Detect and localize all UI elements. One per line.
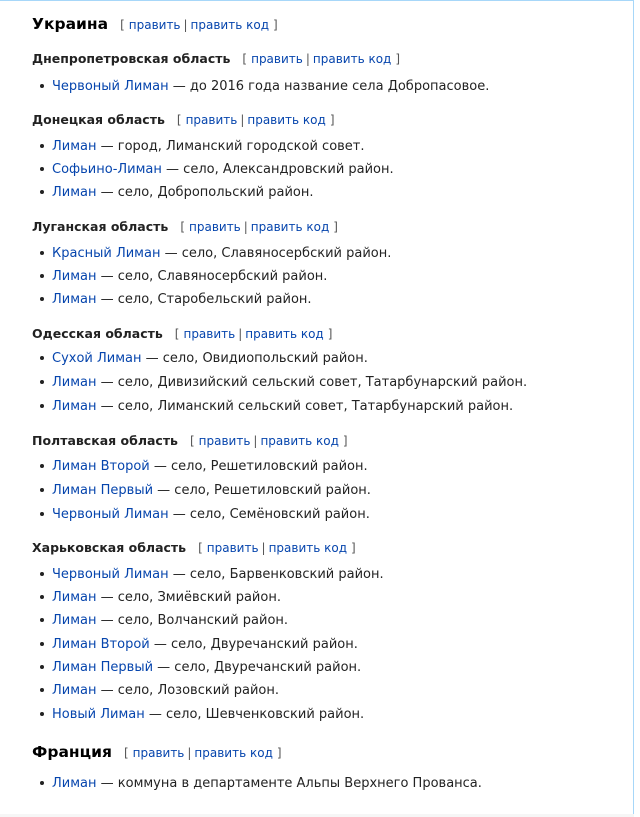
edit-link[interactable]: править — [183, 327, 236, 341]
bullet-icon — [40, 404, 44, 408]
edit-bracket-close: ] — [342, 434, 348, 448]
edit-separator: | — [187, 746, 192, 760]
place-link[interactable]: Червоный Лиман — [52, 79, 169, 94]
place-link[interactable]: Лиман Первый — [52, 660, 154, 675]
list-item — [40, 161, 394, 179]
edit-bracket-open: [ — [180, 220, 185, 234]
edit-bracket-open: [ — [176, 113, 182, 127]
edit-source-link[interactable]: править код — [194, 746, 273, 760]
section-heading — [32, 14, 278, 35]
place-description: — село, Барвенковский район. — [168, 567, 384, 582]
bullet-icon — [40, 512, 44, 516]
bullet-icon — [40, 618, 44, 622]
edit-bracket-open: [ — [123, 746, 129, 760]
list-item — [40, 268, 327, 286]
list-item — [40, 659, 361, 677]
bullet-icon — [40, 642, 44, 646]
list-item — [40, 775, 482, 793]
edit-separator: | — [261, 541, 266, 555]
place-description: — село, Александровский район. — [161, 162, 394, 177]
edit-source-link[interactable]: править код — [250, 220, 330, 234]
place-description: — до 2016 года название села Добропасовое. — [168, 79, 490, 94]
place-description: — село, Славяносербский район. — [96, 269, 328, 284]
subsection-heading — [32, 218, 338, 236]
place-description: — село, Лиманский сельский совет, Татарбунарский район. — [96, 399, 514, 414]
edit-bracket-close: ] — [276, 746, 282, 760]
place-link[interactable]: Софьино-Лиман — [52, 162, 162, 177]
place-link[interactable]: Лиман — [52, 683, 97, 698]
list-item — [40, 184, 313, 202]
place-description: — село, Двуречанский район. — [149, 637, 358, 652]
edit-bracket-open: [ — [120, 18, 125, 32]
place-description: — город, Лиманский городской совет. — [96, 139, 365, 154]
place-link[interactable]: Червоный Лиман — [52, 507, 169, 522]
list-item — [40, 682, 279, 700]
edit-section-links — [177, 113, 335, 127]
place-link[interactable]: Лиман — [52, 185, 97, 200]
edit-section-links — [180, 220, 338, 234]
edit-bracket-close: ] — [327, 327, 333, 341]
place-link[interactable]: Сухой Лиман — [52, 351, 142, 366]
bullet-icon — [40, 274, 44, 278]
edit-source-link[interactable]: править код — [190, 18, 269, 32]
edit-source-link[interactable]: править код — [245, 327, 324, 341]
edit-section-links — [198, 541, 356, 555]
edit-bracket-open: [ — [198, 541, 203, 555]
list-item — [40, 291, 312, 309]
bullet-icon — [40, 297, 44, 301]
subsection-heading — [32, 325, 332, 343]
place-link[interactable]: Красный Лиман — [52, 246, 161, 261]
subsection-title: Одесская область — [32, 326, 163, 341]
subsection-heading — [32, 111, 335, 129]
bullet-icon — [40, 167, 44, 171]
edit-separator: | — [238, 327, 243, 341]
place-link[interactable]: Лиман — [52, 375, 97, 390]
section-heading — [32, 742, 282, 763]
edit-bracket-close: ] — [333, 220, 338, 234]
edit-bracket-open: [ — [174, 327, 180, 341]
place-link[interactable]: Лиман — [52, 292, 97, 307]
place-description: — село, Змиёвский район. — [96, 590, 281, 605]
bullet-icon — [40, 688, 44, 692]
place-description: — село, Шевченковский район. — [144, 707, 365, 722]
place-link[interactable]: Лиман — [52, 590, 97, 605]
place-description: — село, Добропольский район. — [96, 185, 314, 200]
list-item — [40, 398, 513, 416]
edit-separator: | — [253, 434, 258, 448]
edit-link[interactable]: править — [198, 434, 251, 448]
place-description: — коммуна в департаменте Альпы Верхнего Прованса. — [96, 776, 482, 791]
edit-bracket-open: [ — [242, 52, 248, 66]
list-item — [40, 138, 365, 156]
bullet-icon — [40, 712, 44, 716]
place-description: — село, Двуречанский район. — [153, 660, 362, 675]
place-link[interactable]: Лиман — [52, 613, 97, 628]
subsection-title: Днепропетровская область — [32, 51, 231, 66]
edit-bracket-close: ] — [395, 52, 401, 66]
subsection-heading — [32, 539, 356, 557]
list-item — [40, 706, 364, 724]
place-link[interactable]: Лиман Второй — [52, 459, 150, 474]
place-description: — село, Старобельский район. — [96, 292, 312, 307]
bullet-icon — [40, 356, 44, 360]
list-item — [40, 506, 370, 524]
place-description: — село, Решетиловский район. — [153, 483, 371, 498]
edit-link[interactable]: править — [185, 113, 238, 127]
bullet-icon — [40, 572, 44, 576]
list-item — [40, 482, 371, 500]
subsection-title: Луганская область — [32, 219, 169, 234]
place-link[interactable]: Лиман Второй — [52, 637, 150, 652]
list-item — [40, 589, 281, 607]
edit-link[interactable]: править — [206, 541, 259, 555]
content-border-right — [633, 0, 634, 817]
bullet-icon — [40, 251, 44, 255]
place-link[interactable]: Лиман — [52, 776, 97, 791]
bullet-icon — [40, 488, 44, 492]
edit-separator: | — [305, 52, 310, 66]
place-description: — село, Волчанский район. — [96, 613, 289, 628]
edit-separator: | — [243, 220, 248, 234]
place-description: — село, Лозовский район. — [96, 683, 279, 698]
bullet-icon — [40, 144, 44, 148]
edit-section-links — [120, 18, 278, 32]
place-link[interactable]: Лиман — [52, 399, 97, 414]
bullet-icon — [40, 595, 44, 599]
place-description: — село, Семёновский район. — [168, 507, 370, 522]
place-description: — село, Дивизийский сельский совет, Татарбунарский район. — [96, 375, 528, 390]
edit-source-link[interactable]: править код — [260, 434, 339, 448]
edit-bracket-close: ] — [273, 18, 278, 32]
subsection-title: Харьковская область — [32, 540, 187, 555]
edit-section-links — [175, 327, 333, 341]
subsection-heading — [32, 432, 348, 450]
bullet-icon — [40, 380, 44, 384]
edit-section-links — [190, 434, 348, 448]
list-item — [40, 612, 288, 630]
place-link[interactable]: Червоный Лиман — [52, 567, 169, 582]
section-title: Украина — [32, 15, 109, 33]
list-item — [40, 566, 384, 584]
edit-link[interactable]: править — [128, 18, 181, 32]
subsection-title: Полтавская область — [32, 433, 178, 448]
bullet-icon — [40, 665, 44, 669]
list-item — [40, 245, 391, 263]
edit-link[interactable]: править — [132, 746, 185, 760]
bullet-icon — [40, 464, 44, 468]
subsection-title: Донецкая область — [32, 112, 165, 127]
edit-bracket-close: ] — [329, 113, 335, 127]
bullet-icon — [40, 781, 44, 785]
list-item — [40, 78, 489, 96]
place-link[interactable]: Лиман — [52, 139, 97, 154]
edit-link[interactable]: править — [251, 52, 303, 66]
place-link[interactable]: Лиман — [52, 269, 97, 284]
place-description: — село, Овидиопольский район. — [141, 351, 368, 366]
bullet-icon — [40, 84, 44, 88]
list-item — [40, 350, 368, 368]
subsection-heading — [32, 50, 400, 68]
edit-source-link[interactable]: править код — [312, 52, 392, 66]
edit-bracket-open: [ — [189, 434, 195, 448]
edit-link[interactable]: править — [189, 220, 241, 234]
list-item — [40, 636, 358, 654]
bullet-icon — [40, 190, 44, 194]
place-description: — село, Решетиловский район. — [149, 459, 368, 474]
content-border-top — [0, 0, 634, 1]
edit-separator: | — [240, 113, 245, 127]
place-description: — село, Славяносербский район. — [160, 246, 392, 261]
edit-section-links — [242, 52, 400, 66]
list-item — [40, 458, 368, 476]
edit-source-link[interactable]: править код — [247, 113, 326, 127]
edit-section-links — [124, 746, 282, 760]
edit-source-link[interactable]: править код — [268, 541, 348, 555]
place-link[interactable]: Лиман Первый — [52, 483, 154, 498]
section-title: Франция — [32, 743, 112, 761]
place-link[interactable]: Новый Лиман — [52, 707, 145, 722]
edit-separator: | — [183, 18, 188, 32]
list-item — [40, 374, 527, 392]
edit-bracket-close: ] — [351, 541, 356, 555]
